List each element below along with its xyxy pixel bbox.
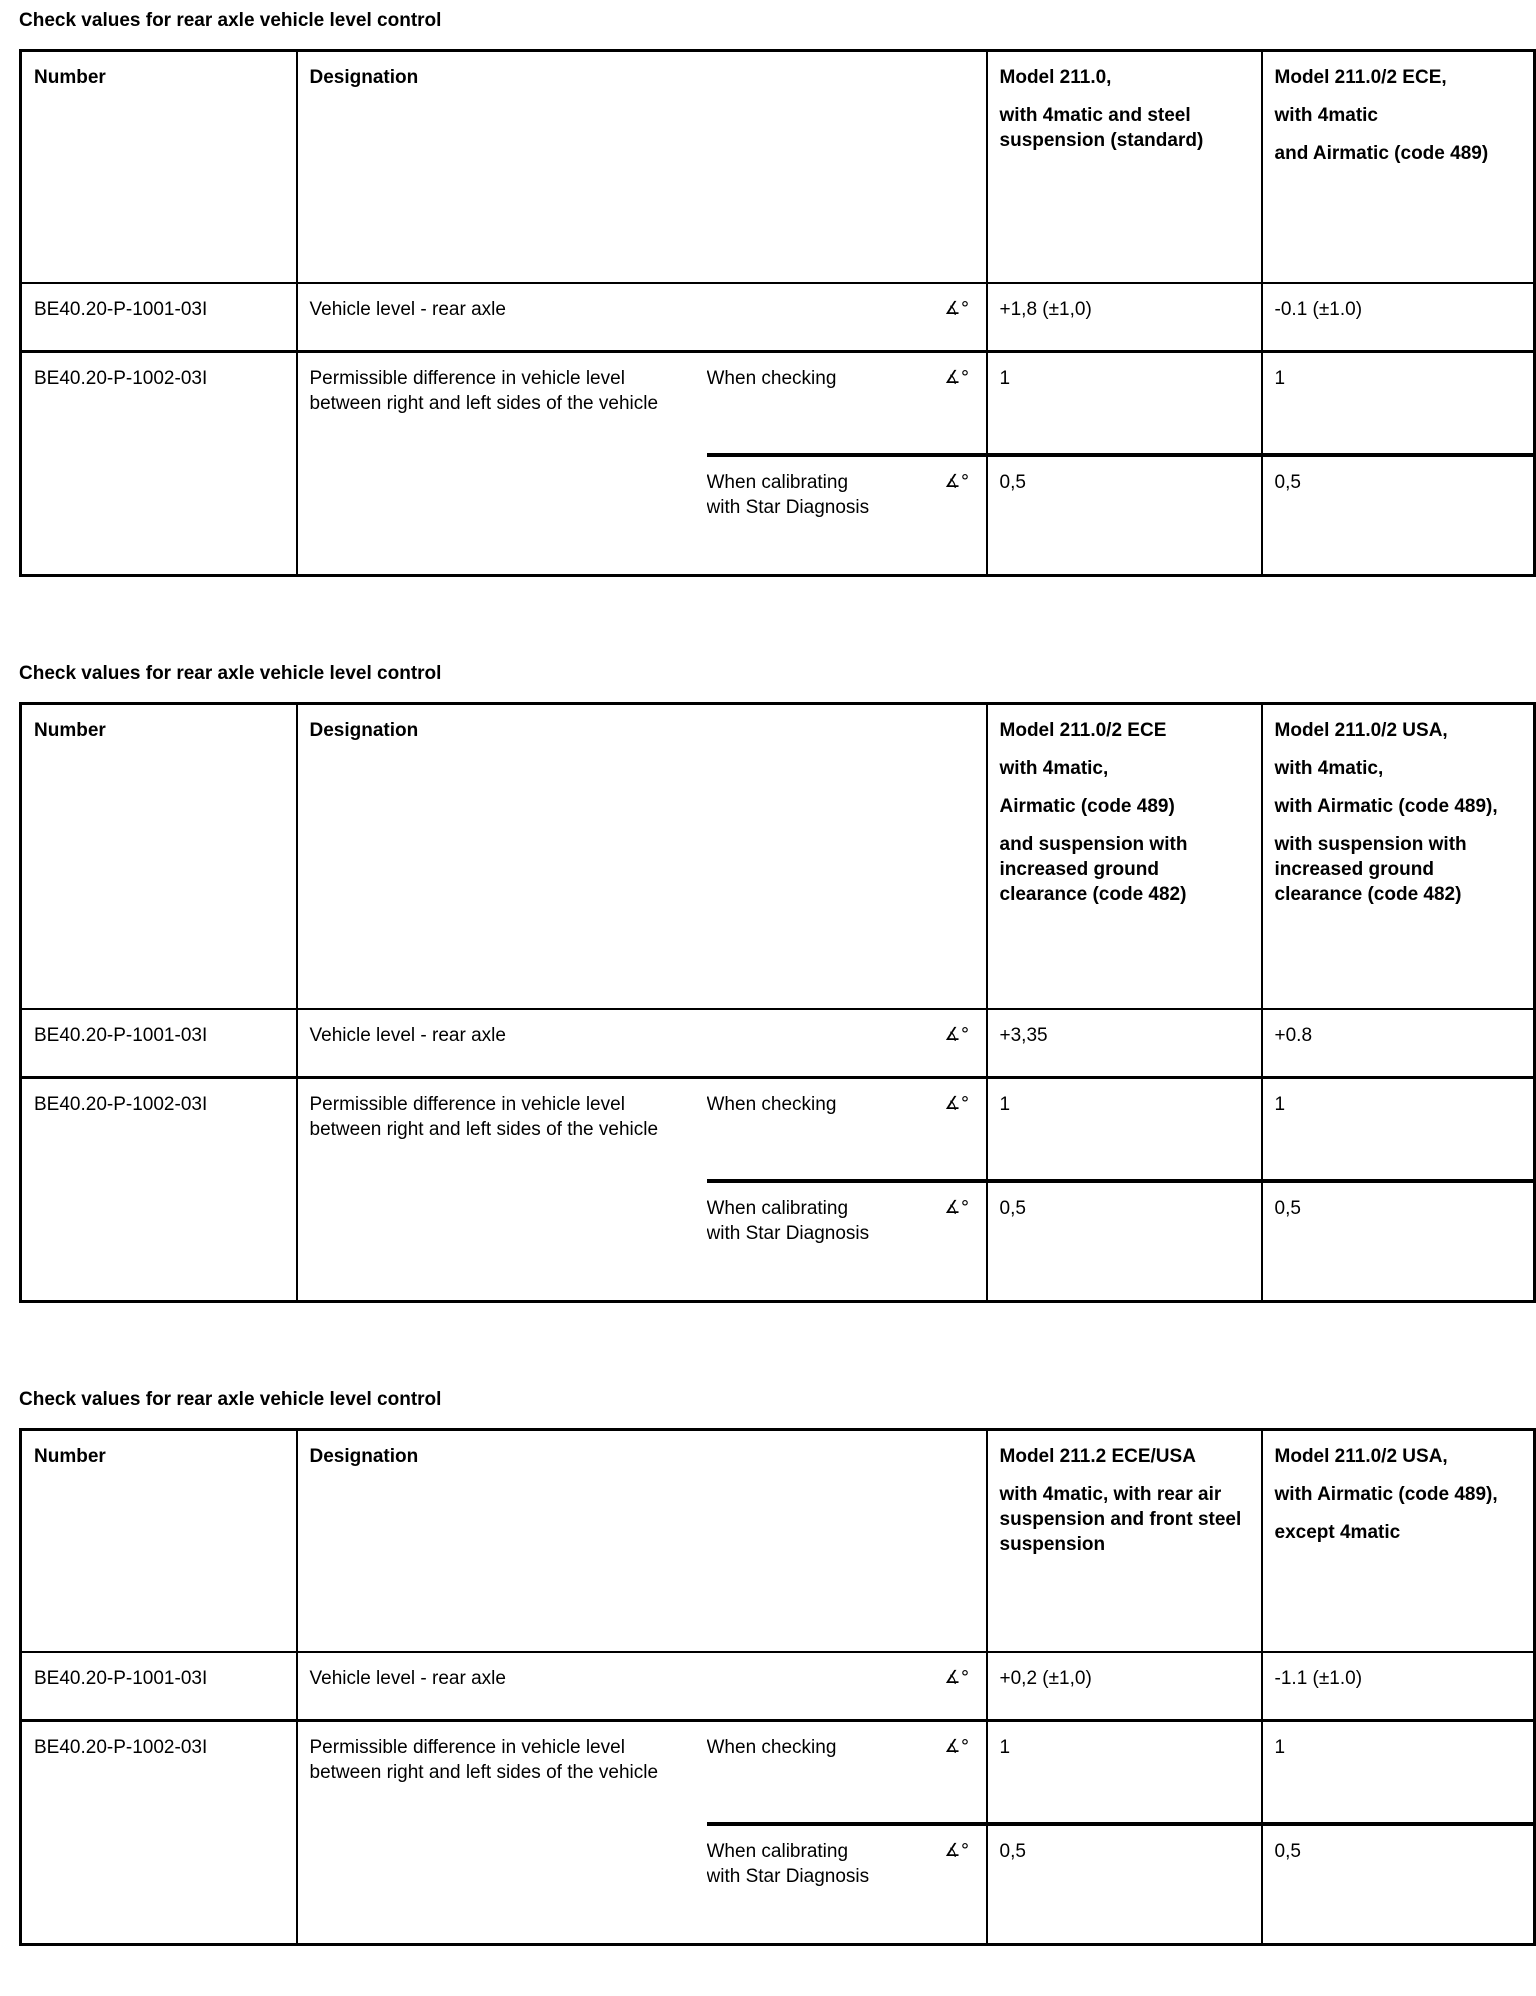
model-header-line: Model 211.0/2 USA, <box>1274 1445 1448 1467</box>
model-header-line: Model 211.0, <box>999 66 1112 88</box>
angle-degree-icon: ∡° <box>892 351 987 455</box>
value-model-a: 0,5 <box>987 1181 1262 1301</box>
col-header-model-a <box>987 1429 1262 1652</box>
row-designation: Vehicle level - rear axle <box>297 1652 892 1720</box>
table-row-permissible-difference-checking <box>21 351 1535 455</box>
row-number: BE40.20-P-1002-03I <box>21 1077 297 1301</box>
row-designation: Vehicle level - rear axle <box>297 283 892 351</box>
row-designation: Vehicle level - rear axle <box>297 1009 892 1077</box>
condition-label: When checking <box>706 367 837 389</box>
angle-degree-icon: ∡° <box>892 1181 987 1301</box>
value-model-a: +1,8 (±1,0) <box>987 283 1262 351</box>
row-designation: Permissible difference in vehicle level between right and left sides of the vehicle <box>309 1093 659 1140</box>
model-header-line: with Airmatic (code 489), <box>1274 1483 1498 1505</box>
table-row-permissible-difference-checking <box>21 1720 1535 1824</box>
row-designation: Permissible difference in vehicle level between right and left sides of the vehicle <box>309 367 659 414</box>
value-model-a: 1 <box>987 1077 1262 1181</box>
model-header-line: Model 211.0/2 ECE, <box>1274 66 1447 88</box>
model-header-line: and suspension with increased ground clearance (code 482) <box>999 833 1188 906</box>
value-model-b: 0,5 <box>1262 455 1535 575</box>
model-header-line: with Airmatic (code 489), <box>1274 795 1498 817</box>
model-header-line: and Airmatic (code 489) <box>1274 143 1489 164</box>
col-header-designation: Designation <box>297 703 987 1009</box>
table-row-vehicle-level <box>21 283 1535 351</box>
condition-label: When calibrating with Star Diagnosis <box>707 1824 892 1944</box>
row-number: BE40.20-P-1002-03I <box>21 1720 297 1944</box>
model-header-line: with 4matic, with rear air suspension and front steel suspension <box>999 1483 1242 1555</box>
angle-degree-icon: ∡° <box>892 1009 987 1077</box>
value-model-a: 0,5 <box>987 455 1262 575</box>
model-header-line: Model 211.0/2 ECE <box>999 719 1167 741</box>
value-model-b: 1 <box>1274 1093 1286 1115</box>
check-values-table-1 <box>19 49 1536 577</box>
col-header-model-b <box>1262 703 1535 1009</box>
model-header-line: with 4matic <box>1274 104 1378 126</box>
condition-label: When calibrating with Star Diagnosis <box>707 1181 892 1301</box>
value-model-a: 1 <box>987 1720 1262 1824</box>
value-model-b: 0,5 <box>1262 1824 1535 1944</box>
value-model-a: +3,35 <box>987 1009 1262 1077</box>
table-row-vehicle-level <box>21 1652 1535 1720</box>
angle-degree-icon: ∡° <box>892 1077 987 1181</box>
model-header-line: with 4matic, <box>1274 757 1384 779</box>
value-model-b: -1.1 (±1.0) <box>1262 1652 1535 1720</box>
col-header-number: Number <box>21 1429 297 1652</box>
value-model-b: 1 <box>1274 367 1286 389</box>
col-header-number: Number <box>21 703 297 1009</box>
angle-degree-icon: ∡° <box>892 455 987 575</box>
model-header-line: with 4matic and steel suspension (standard) <box>999 104 1204 151</box>
table-row-vehicle-level <box>21 1009 1535 1077</box>
col-header-designation: Designation <box>297 1429 987 1652</box>
condition-label: When checking <box>706 1736 837 1758</box>
section-title: Check values for rear axle vehicle level control <box>19 1388 442 1410</box>
col-header-model-b <box>1262 1429 1535 1652</box>
check-values-table-2 <box>19 702 1536 1303</box>
row-number: BE40.20-P-1001-03I <box>21 1009 297 1077</box>
value-model-a: +0,2 (±1,0) <box>987 1652 1262 1720</box>
value-model-b: +0.8 <box>1262 1009 1535 1077</box>
value-model-b: 1 <box>1274 1736 1286 1758</box>
col-header-model-b <box>1262 50 1535 283</box>
angle-degree-icon: ∡° <box>892 283 987 351</box>
col-header-model-a <box>987 703 1262 1009</box>
model-header-line: Airmatic (code 489) <box>999 795 1175 817</box>
row-number: BE40.20-P-1001-03I <box>21 1652 297 1720</box>
angle-degree-icon: ∡° <box>892 1652 987 1720</box>
model-header-line: with 4matic, <box>999 757 1109 779</box>
angle-degree-icon: ∡° <box>892 1824 987 1944</box>
table-header-row <box>21 50 1535 283</box>
col-header-designation: Designation <box>297 50 987 283</box>
row-number: BE40.20-P-1001-03I <box>21 283 297 351</box>
condition-label: When checking <box>706 1093 837 1115</box>
col-header-model-a <box>987 50 1262 283</box>
check-values-section-1 <box>19 10 1533 577</box>
check-values-section-2 <box>19 663 1533 1303</box>
col-header-number: Number <box>21 50 297 283</box>
value-model-b: -0.1 (±1.0) <box>1262 283 1535 351</box>
model-header-line: with suspension with increased ground clearance (code 482) <box>1274 833 1467 906</box>
section-title: Check values for rear axle vehicle level control <box>19 662 442 684</box>
check-values-table-3 <box>19 1428 1536 1946</box>
model-header-line: except 4matic <box>1274 1521 1401 1543</box>
model-header-line: Model 211.0/2 USA, <box>1274 719 1448 741</box>
angle-degree-icon: ∡° <box>892 1720 987 1824</box>
condition-label: When calibrating with Star Diagnosis <box>707 455 892 575</box>
table-header-row <box>21 1429 1535 1652</box>
value-model-a: 1 <box>987 351 1262 455</box>
table-row-permissible-difference-checking <box>21 1077 1535 1181</box>
section-title: Check values for rear axle vehicle level control <box>19 10 442 31</box>
row-designation: Permissible difference in vehicle level between right and left sides of the vehicle <box>309 1736 659 1783</box>
value-model-b: 0,5 <box>1262 1181 1535 1301</box>
model-header-line: Model 211.2 ECE/USA <box>999 1445 1196 1467</box>
table-header-row <box>21 703 1535 1009</box>
value-model-a: 0,5 <box>987 1824 1262 1944</box>
row-number: BE40.20-P-1002-03I <box>21 351 297 575</box>
check-values-section-3 <box>19 1389 1533 1946</box>
